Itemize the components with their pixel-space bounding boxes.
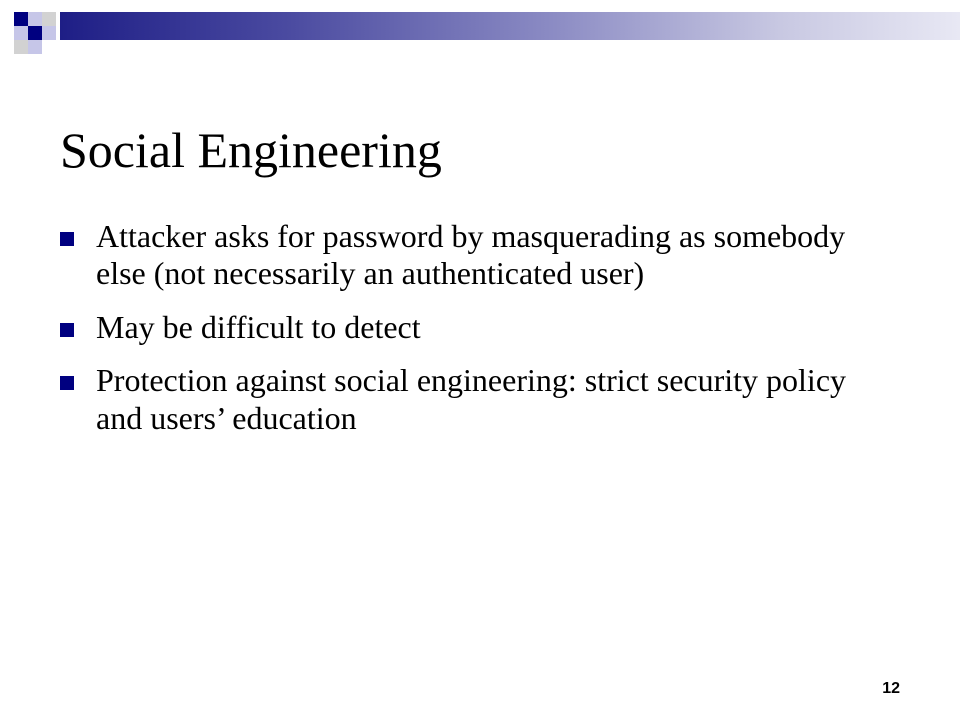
bullet-text: Attacker asks for password by masquerading as somebody else (not necessarily an authenticated user)	[96, 218, 846, 292]
corner-square-lavender-4	[28, 40, 42, 54]
corner-square-navy-2	[28, 26, 42, 40]
bullet-list	[60, 218, 860, 453]
corner-square-lavender	[28, 12, 42, 26]
square-bullet-icon	[60, 232, 74, 246]
corner-square-lavender-2	[14, 26, 28, 40]
bullet-text: May be difficult to detect	[96, 308, 421, 345]
corner-square-navy	[14, 12, 28, 26]
corner-square-gray	[42, 12, 56, 26]
corner-square-lavender-3	[42, 26, 56, 40]
square-bullet-icon	[60, 376, 74, 390]
slide-title: Social Engineering	[60, 122, 442, 178]
bullet-item	[60, 362, 860, 437]
bullet-item	[60, 309, 860, 346]
header-gradient-bar	[60, 12, 960, 40]
bullet-text: Protection against social engineering: strict security policy and users’ education	[96, 362, 847, 436]
bullet-item	[60, 218, 860, 293]
page-number: 12	[882, 680, 900, 697]
square-bullet-icon	[60, 323, 74, 337]
corner-square-gray-2	[14, 40, 28, 54]
